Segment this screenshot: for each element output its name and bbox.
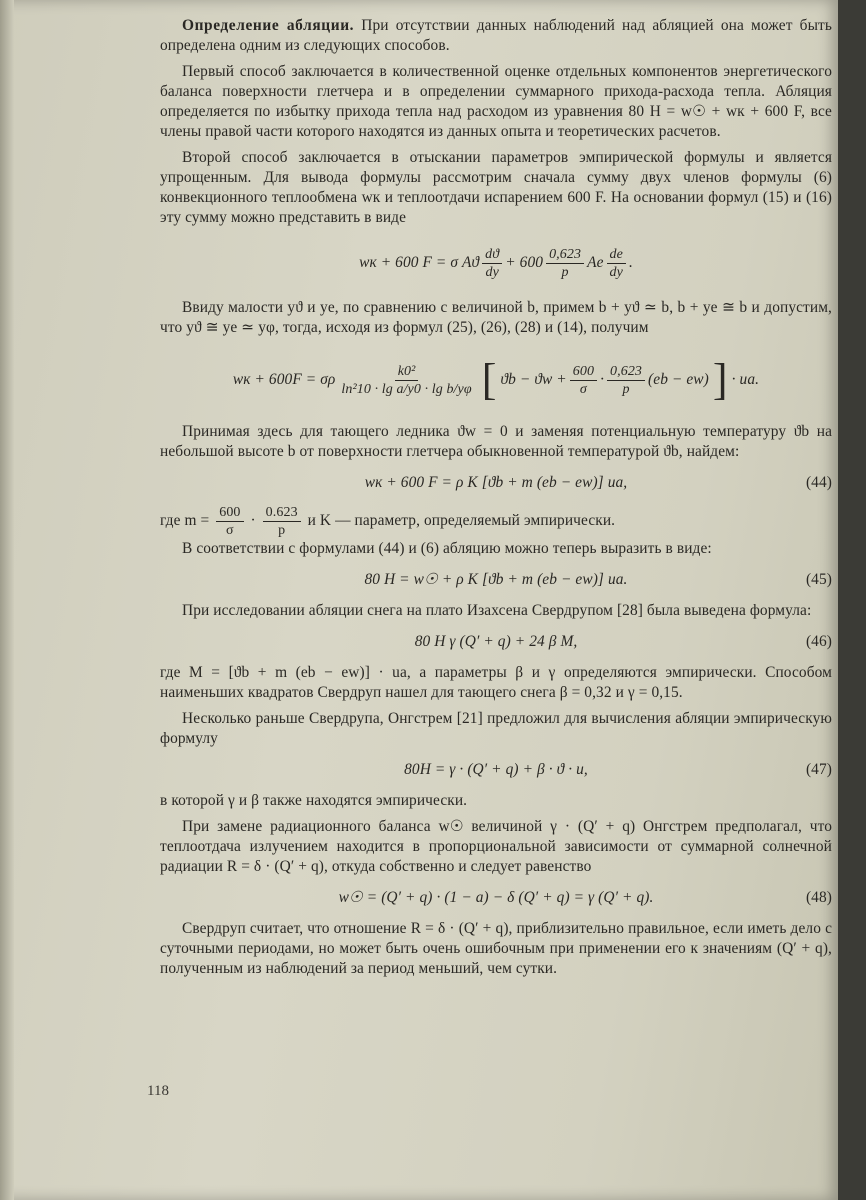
equation-46 [160,627,832,657]
equation-body: 80 H γ (Q′ + q) + 24 β M, [414,633,578,650]
equation-term: + 600 [505,254,544,271]
equation-term: . [628,254,633,271]
fraction-denominator: p [278,523,286,538]
page-spine-shadow [0,0,14,1200]
equation-term: Ae [587,254,604,271]
fraction-denominator: p [622,381,630,397]
paragraph-where-m [160,504,832,539]
equation-expanded-sum [160,344,832,416]
paragraph-gamma-beta: в которой γ и β также находятся эмпирически. [160,792,468,809]
fraction-denominator: dy [609,264,623,280]
equation-body: 80 H = w☉ + ρ K [ϑb + m (eb − ew)] ua. [364,571,628,588]
equation-body: 80H = γ · (Q′ + q) + β · ϑ · u, [404,761,588,778]
paragraph-ablation-definition [160,16,832,56]
fraction [216,504,243,539]
fraction-denominator: σ [226,523,234,538]
fraction-numerator: 0,623 [607,363,645,381]
paragraph-sverdrup-study: При исследовании абляции снега на плато Изахсена Свердрупом [28] была выведена формула: [182,602,812,619]
paragraph-first-method: Первый способ заключается в количественной оценке отдельных компонентов энергетического баланса поверхности глетчера и в определении суммарного прихода-расхода тепла. Абляция определяется по избытку прихода тепла над расходом из уравнения 80 H = w☉ + wк + 600 F, все члены правой части которого находятся из данных опыта и теоретических расчетов. [160,63,832,140]
fraction-denominator: p [561,264,569,280]
paragraph-second-method: Второй способ заключается в отыскании параметров эмпирической формулы и является упрощенным. Для вывода формулы рассмотрим сначала сумму двух членов формулы (6) конвекционного теплообмена wк и теплоотдачи испарением 600 F. На основании формул (15) и (16) эту сумму можно представить в виде [160,149,832,226]
fraction-numerator: dϑ [482,246,502,264]
page-text-block [160,16,832,979]
paragraph-text: и K — параметр, определяемый эмпирически. [307,512,616,530]
equation-number: (44) [805,474,832,491]
equation-47 [160,755,832,785]
paragraph-smallness-assumption: Ввиду малости yϑ и ye, по сравнению с величиной b, примем b + yϑ ≃ b, b + ye ≅ b и допустим, что yϑ ≅ ye ≃ yφ, тогда, исходя из формул (25), (26), (28) и (14), получим [160,299,832,336]
paragraph-text: где m = [160,512,210,530]
equation-term: wк + 600F = σρ [232,371,336,388]
fraction-numerator: de [607,246,626,264]
paragraph-radiation-balance: При замене радиационного баланса w☉ величиной γ · (Q′ + q) Онгстрем предполагал, что теплоотдача излучением находится в пропорциональной зависимости от суммарной солнечной радиации R = δ · (Q′ + q), откуда собственно и следует равенство [160,818,832,875]
paragraph-formulas-44-6: В соответствии с формулами (44) и (6) абляцию можно теперь выразить в виде: [182,540,712,557]
equation-number: (46) [805,633,832,650]
fraction [263,504,301,539]
equation-term: (eb − ew) [648,371,709,388]
equation-48 [160,883,832,913]
equation-number: (47) [805,761,832,778]
fraction [546,246,584,281]
equation-44 [160,468,832,498]
paragraph-sverdrup-ratio: Свердруп считает, что отношение R = δ · (Q′ + q), приблизительно правильное, если иметь дело с суточными периодами, но может быть очень ошибочным при применении его к значениям (Q′ + q), полученным из наблюдений за период меньший, чем сутки. [160,920,832,977]
fraction [570,363,597,398]
fraction-denominator: ln²10 · lg a/y0 · lg b/yφ [341,381,472,397]
equation-term: · [600,371,605,388]
fraction-numerator: 600 [570,363,597,381]
equation-body: w☉ = (Q′ + q) · (1 − a) − δ (Q′ + q) = γ (Q′ + q). [338,889,654,906]
right-bracket: ] [712,355,728,404]
equation-term: · ua. [731,371,760,388]
paragraph-angstrom-formula: Несколько раньше Свердрупа, Онгстрем [21] предложил для вычисления абляции эмпирическую формулу [160,710,832,747]
paragraph-text: При отсутствии данных наблюдений над абляцией она может быть определена одним из следующих способов. [160,17,832,54]
fraction-denominator: σ [579,381,587,397]
fraction-numerator: k0² [395,363,419,381]
equation-convection-evaporation-sum [160,234,832,292]
equation-term: ϑb − ϑw + [500,371,567,388]
fraction [607,246,626,281]
fraction-numerator: 600 [216,504,243,522]
fraction-numerator: 0,623 [546,246,584,264]
section-run-in-heading: Определение абляции. [182,17,355,34]
fraction [338,363,474,398]
paragraph-melting-glacier: Принимая здесь для тающего ледника ϑw = 0 и заменяя потенциальную температуру ϑb на небольшой высоте b от поверхности глетчера обыкновенной температурой ϑb, найдем: [160,423,832,460]
paragraph-text: · [250,512,256,530]
page-number: 118 [147,1083,169,1099]
equation-number: (48) [805,889,832,906]
left-bracket: [ [481,355,497,404]
fraction [482,246,502,281]
equation-term: wк + 600 F = σ Aϑ [359,254,480,271]
equation-number: (45) [805,571,832,588]
fraction-denominator: dy [485,264,499,280]
fraction-numerator: 0.623 [263,504,301,522]
equation-body: wк + 600 F = ρ K [ϑb + m (eb − ew)] ua, [364,474,628,491]
equation-45 [160,565,832,595]
fraction [607,363,645,398]
paragraph-where-M: где M = [ϑb + m (eb − ew)] · ua, а параметры β и γ определяются эмпирически. Способом наименьших квадратов Свердруп нашел для тающего снега β = 0,32 и γ = 0,15. [160,664,832,701]
